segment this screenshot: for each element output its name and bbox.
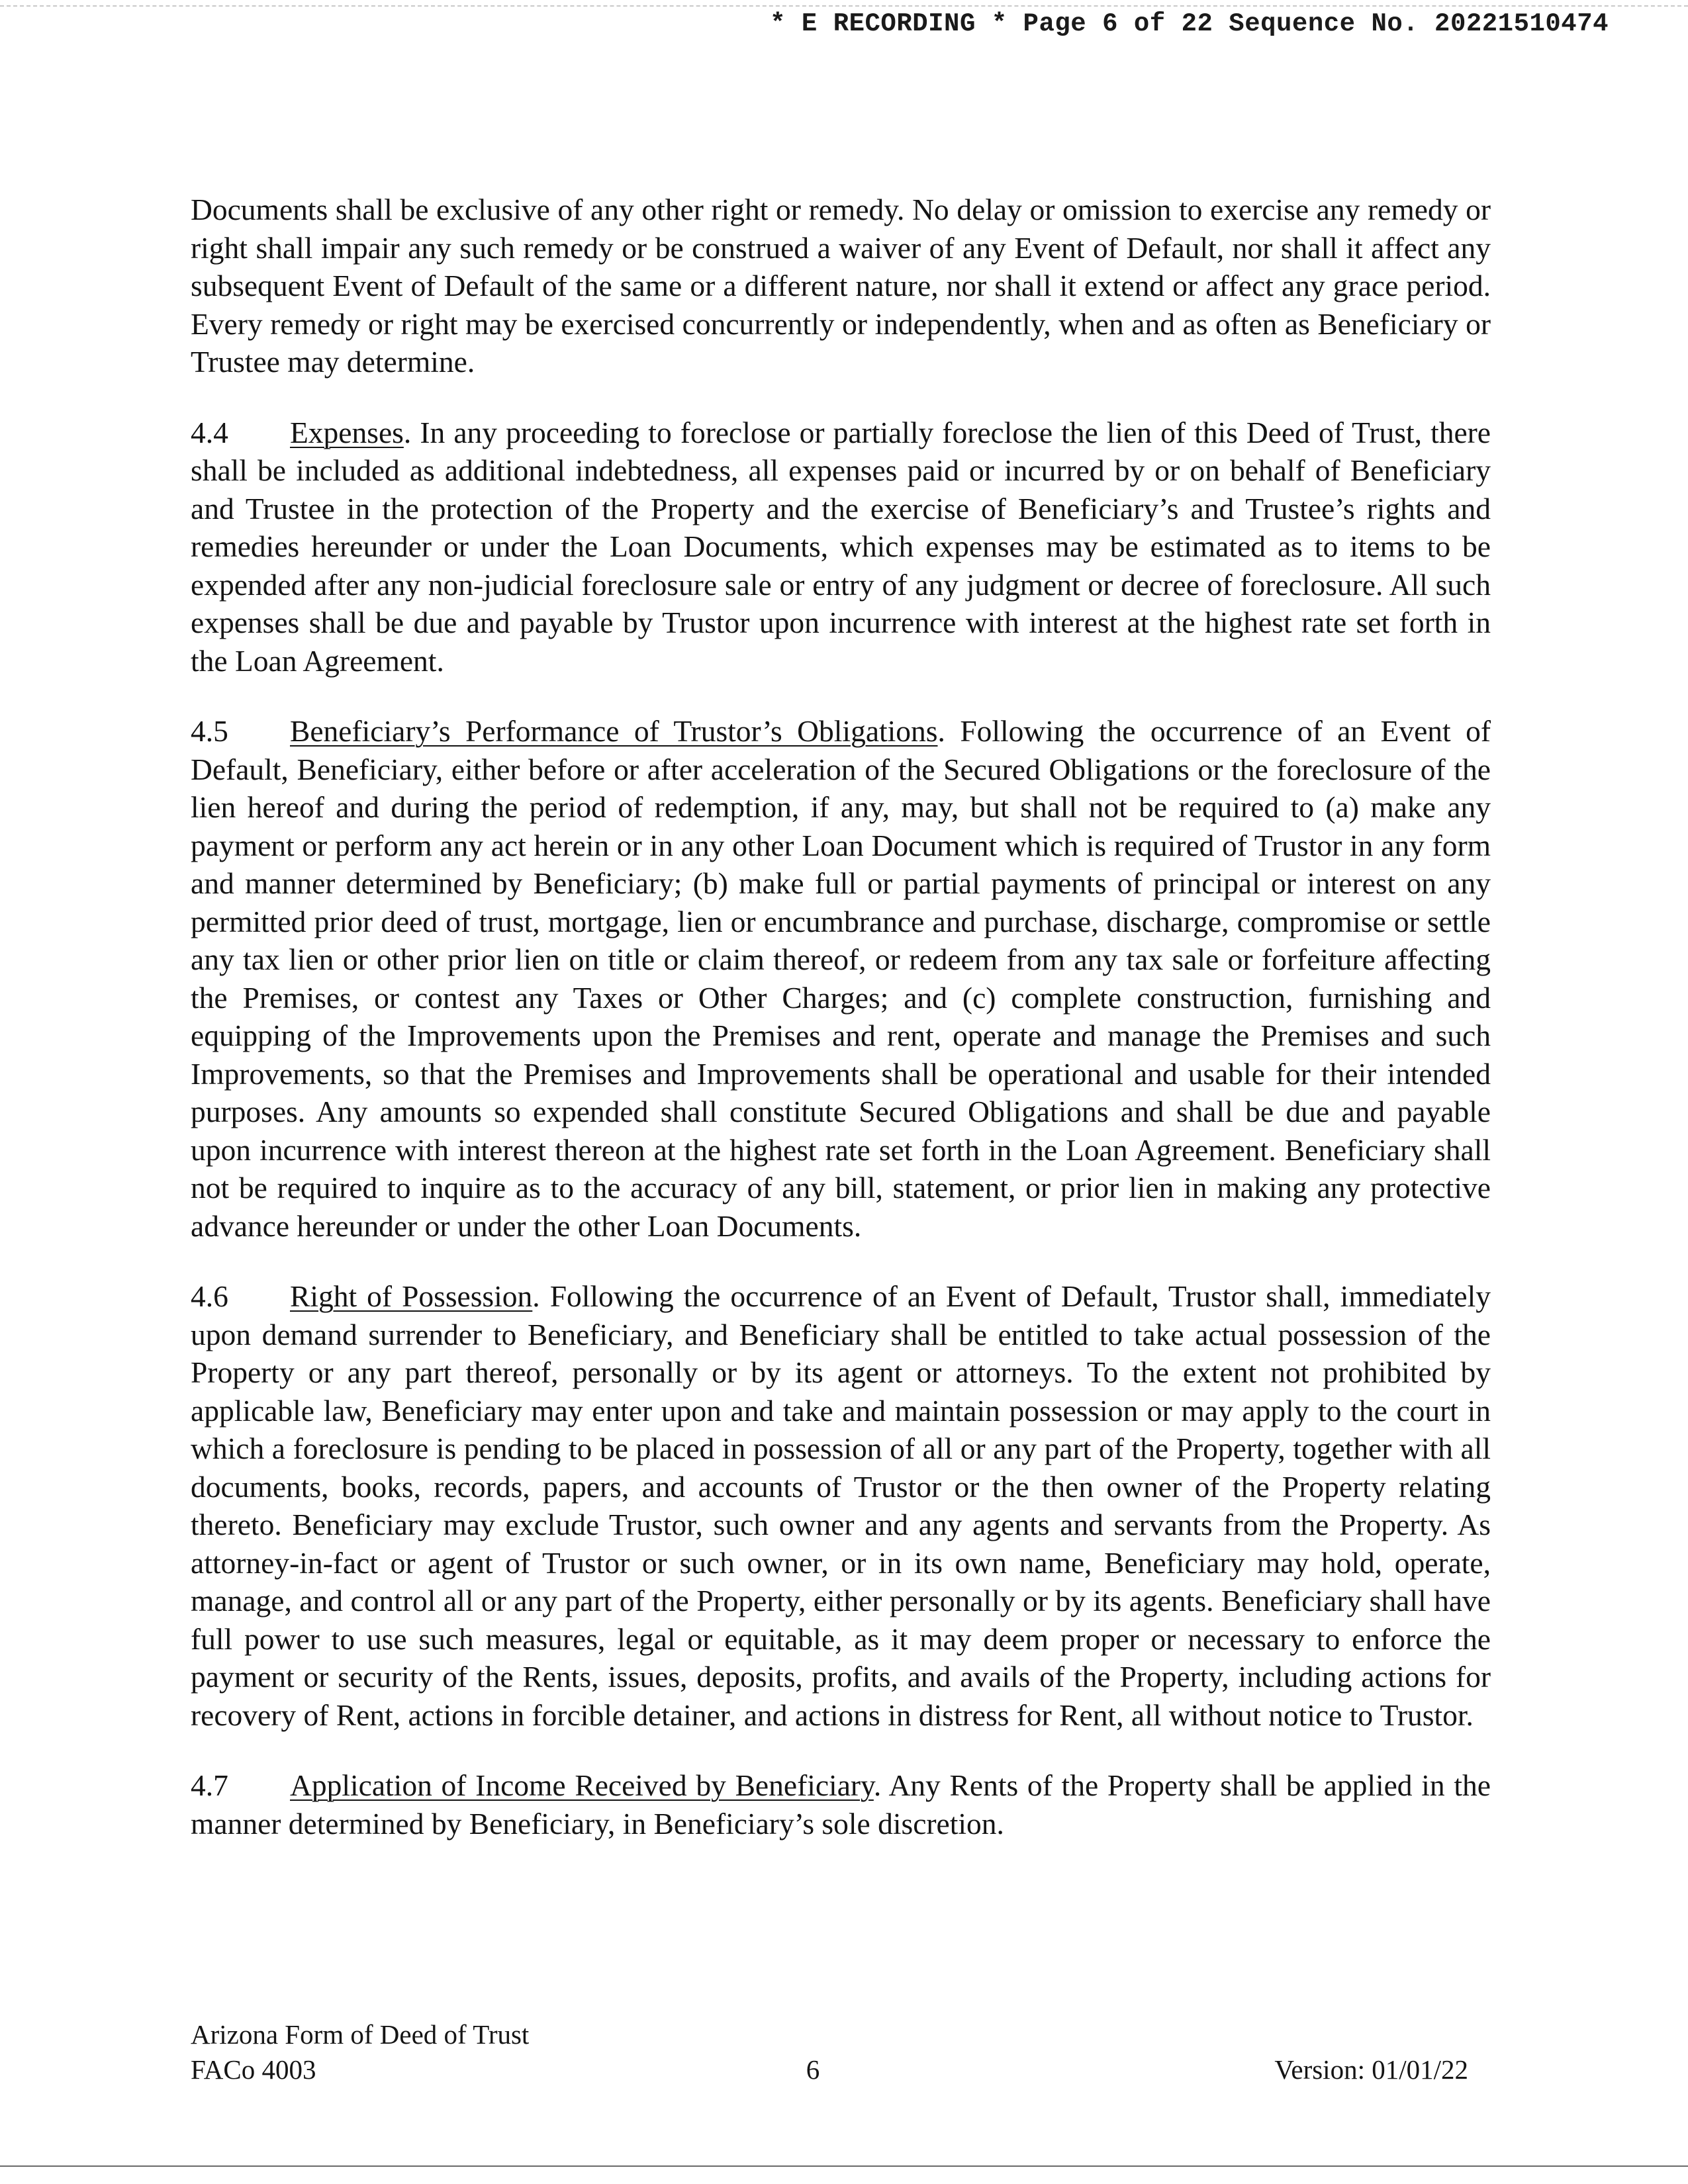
section-text: Following the occurrence of an Event of Default, Trustor shall, immediately upon demand surrender to Beneficiary, and Beneficiary shall be entitled to take actual possession of the Property or any part thereof, personally or by its agent or attorneys. To the extent not prohibited by applicable law, Beneficiary may enter upon and take and maintain possession or may apply to the court in which a foreclosure is pending to be placed in possession of all or any part of the Property, together with all documents, books, records, papers, and accounts of Trustor or the then owner of the Property relating thereto. Beneficiary may exclude Trustor, such owner and any agents and servants from the Property. As attorney-in-fact or agent of Trustor or such owner, or in its own name, Beneficiary may hold, operate, manage, and control all or any part of the Property, either personally or by its agents. Beneficiary shall have full power to use such measures, legal or equitable, as it may deem proper or necessary to enforce the payment or security of the Rents, issues, deposits, profits, and avails of the Property, including actions for recovery of Rent, actions in forcible detainer, and actions in distress for Rent, all without notice to Trustor.: [191, 1279, 1491, 1732]
section-number: 4.4: [191, 415, 228, 449]
section-4-7: 4.7 Application of Income Received by Beneficiary. Any Rents of the Property shall be applied in the manner determined by Beneficiary, in Beneficiary’s sole discretion.: [191, 1766, 1491, 1843]
continuation-paragraph: Documents shall be exclusive of any other right or remedy. No delay or omission to exercise any remedy or right shall impair any such remedy or be construed a waiver of any Event of Default, nor shall it affect any subsequent Event of Default of the same or a different nature, nor shall it extend or affect any grace period. Every remedy or right may be exercised concurrently or independently, when and as often as Beneficiary or Trustee may determine.: [191, 193, 1491, 379]
section-text: Following the occurrence of an Event of Default, Beneficiary, either before or after acceleration of the Secured Obligations or the foreclosure of the lien hereof and during the period of redemption, if any, may, but shall not be required to (a) make any payment or perform any act herein or in any other Loan Document which is required of Trustor in any form and manner determined by Beneficiary; (b) make full or partial payments of principal or interest on any permitted prior deed of trust, mortgage, lien or encumbrance and purchase, discharge, compromise or settle any tax lien or other prior lien on title or claim thereof, or redeem from any tax sale or forfeiture affecting the Premises, or contest any Taxes or Other Charges; and (c) complete construction, furnishing and equipping of the Improvements upon the Premises and rent, operate and manage the Premises and such Improvements, so that the Premises and Improvements shall be operational and usable for their intended purposes. Any amounts so expended shall constitute Secured Obligations and shall be due and payable upon incurrence with interest thereon at the highest rate set forth in the Loan Agreement. Beneficiary shall not be required to inquire as to the accuracy of any bill, statement, or prior lien in making any protective advance hereunder or under the other Loan Documents.: [191, 714, 1491, 1243]
section-text: In any proceeding to foreclose or partially foreclose the lien of this Deed of Trust, there shall be included as additional indebtedness, all expenses paid or incurred by or on behalf of Beneficiary and Trustee in the protection of the Property and the exercise of Beneficiary’s and Trustee’s rights and remedies hereunder or under the Loan Documents, which expenses may be estimated as to items to be expended after any non-judicial foreclosure sale or entry of any judgment or decree of foreclosure. All such expenses shall be due and payable by Trustor upon incurrence with interest at the highest rate set forth in the Loan Agreement.: [191, 415, 1491, 678]
section-number: 4.7: [191, 1768, 228, 1802]
section-number: 4.5: [191, 714, 228, 748]
footer-form-title: Arizona Form of Deed of Trust: [191, 2019, 530, 2050]
section-text: Any Rents of the Property shall be applied in the manner determined by Beneficiary, in Beneficiary’s sole discretion.: [191, 1768, 1491, 1841]
scan-edge-bottom: [0, 2165, 1688, 2167]
footer-version: Version: 01/01/22: [1274, 2054, 1468, 2085]
section-4-6: 4.6 Right of Possession. Following the occurrence of an Event of Default, Trustor shall, immediately upon demand surrender to Beneficiary, and Beneficiary shall be entitled to take actual possession of the Property or any part thereof, personally or by its agent or attorneys. To the extent not prohibited by applicable law, Beneficiary may enter upon and take and maintain possession or may apply to the court in which a foreclosure is pending to be placed in possession of all or any part of the Property, together with all documents, books, records, papers, and accounts of Trustor or the then owner of the Property relating thereto. Beneficiary may exclude Trustor, such owner and any agents and servants from the Property. As attorney-in-fact or agent of Trustor or such owner, or in its own name, Beneficiary may hold, operate, manage, and control all or any part of the Property, either personally or by its agents. Beneficiary shall have full power to use such measures, legal or equitable, as it may deem proper or necessary to enforce the payment or security of the Rents, issues, deposits, profits, and avails of the Property, including actions for recovery of Rent, actions in forcible detainer, and actions in distress for Rent, all without notice to Trustor.: [191, 1277, 1491, 1734]
section-heading: Beneficiary’s Performance of Trustor’s Obligations: [290, 714, 938, 748]
footer-form-code: FACo 4003: [191, 2054, 316, 2085]
section-number: 4.6: [191, 1279, 228, 1313]
document-body: [191, 191, 1491, 1875]
recording-stamp: * E RECORDING * Page 6 of 22 Sequence No. 20221510474: [770, 9, 1609, 38]
footer-form-info: [191, 2017, 654, 2087]
section-4-4: 4.4 Expenses. In any proceeding to foreclose or partially foreclose the lien of this Deed of Trust, there shall be included as additional indebtedness, all expenses paid or incurred by or on behalf of Beneficiary and Trustee in the protection of the Property and the exercise of Beneficiary’s and Trustee’s rights and remedies hereunder or under the Loan Documents, which expenses may be estimated as to items to be expended after any non-judicial foreclosure sale or entry of any judgment or decree of foreclosure. All such expenses shall be due and payable by Trustor upon incurrence with interest at the highest rate set forth in the Loan Agreement.: [191, 414, 1491, 680]
section-heading: Right of Possession: [290, 1279, 533, 1313]
section-heading: Application of Income Received by Beneficiary: [290, 1768, 874, 1802]
scan-edge-top: [0, 5, 1688, 7]
section-4-5: 4.5 Beneficiary’s Performance of Trustor’s Obligations. Following the occurrence of an Event of Default, Beneficiary, either before or after acceleration of the Secured Obligations or the foreclosure of the lien hereof and during the period of redemption, if any, may, but shall not be required to (a) make any payment or perform any act herein or in any other Loan Document which is required of Trustor in any form and manner determined by Beneficiary; (b) make full or partial payments of principal or interest on any permitted prior deed of trust, mortgage, lien or encumbrance and purchase, discharge, compromise or settle any tax lien or other prior lien on title or claim thereof, or redeem from any tax sale or forfeiture affecting the Premises, or contest any Taxes or Other Charges; and (c) complete construction, furnishing and equipping of the Improvements upon the Premises and rent, operate and manage the Premises and such Improvements, so that the Premises and Improvements shall be operational and usable for their intended purposes. Any amounts so expended shall constitute Secured Obligations and shall be due and payable upon incurrence with interest thereon at the highest rate set forth in the Loan Agreement. Beneficiary shall not be required to inquire as to the accuracy of any bill, statement, or prior lien in making any protective advance hereunder or under the other Loan Documents.: [191, 712, 1491, 1245]
footer-page-number: 6: [806, 2054, 820, 2085]
section-heading: Expenses: [290, 415, 404, 449]
